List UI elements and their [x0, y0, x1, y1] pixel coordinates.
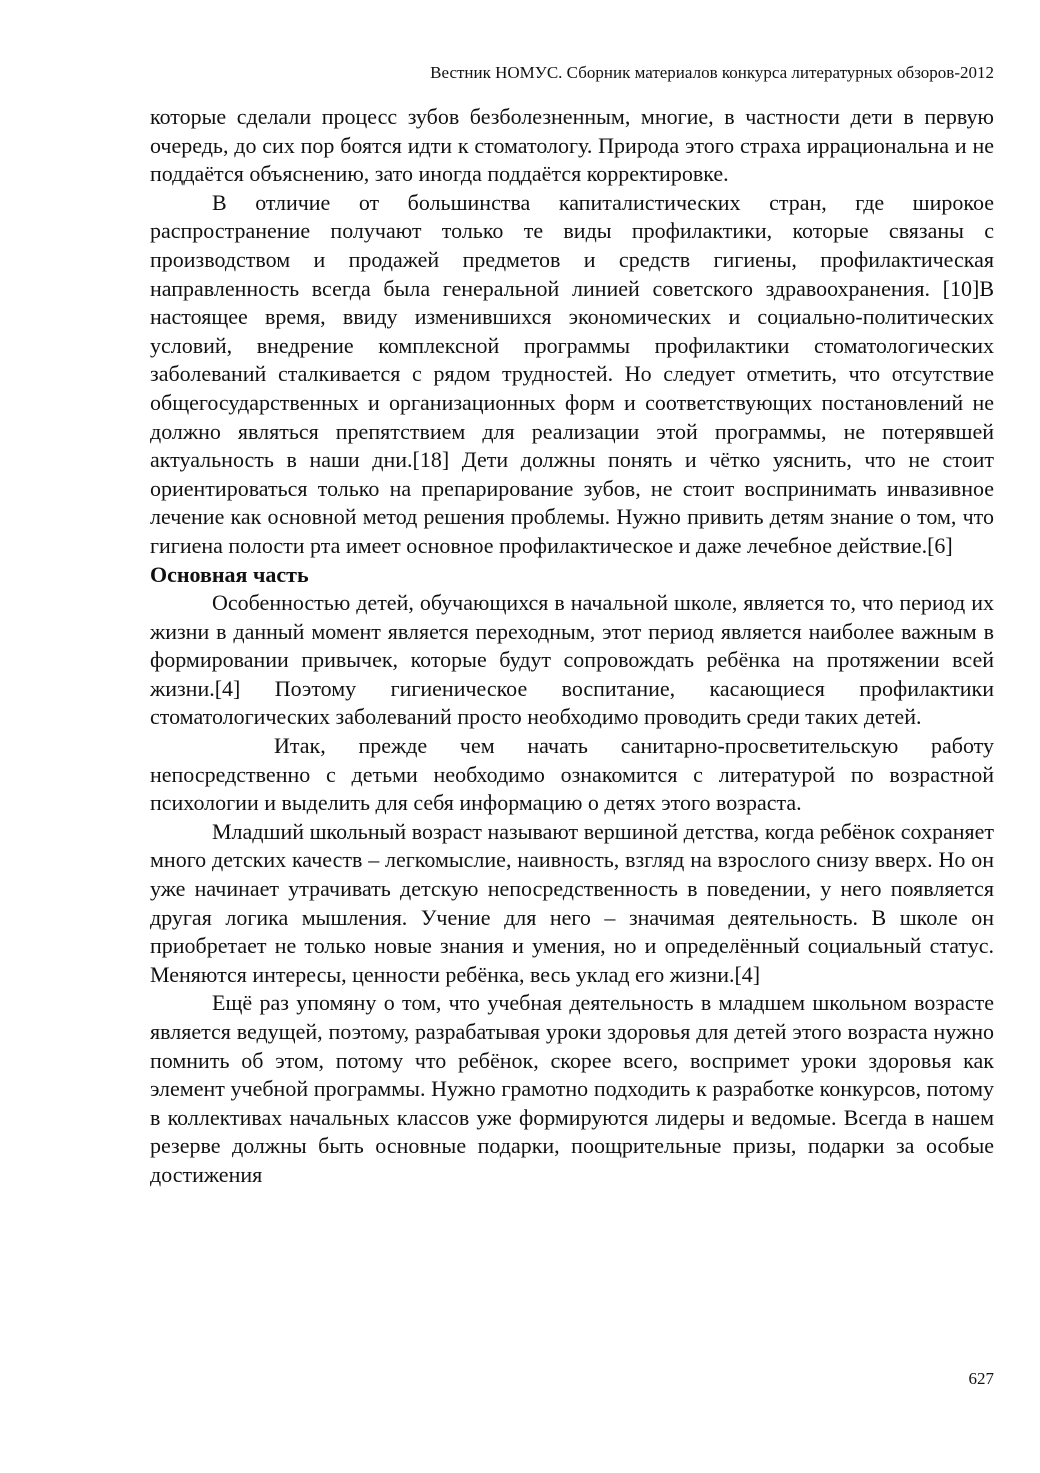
paragraph-primary-school: Особенностью детей, обучающихся в начальной школе, является то, что период их жизни в данный момент является переходным, этот период является наиболее важным в формировании привычек, которые будут сопровождать ребёнка на протяжении всей жизни.[4] Поэтому гигиеническое воспитание, касающиеся профилактики стоматологических заболеваний просто необходимо проводить среди таких детей. [150, 590, 994, 730]
section-heading: Основная часть [150, 561, 309, 587]
paragraph-junior-school-age: Младший школьный возраст называют вершиной детства, когда ребёнок сохраняет много детских качеств – легкомыслие, наивность, взгляд на взрослого снизу вверх. Но он уже начинает утрачивать детскую непосредственность в поведении, у него появляется другая логика мышления. Учение для него – значимая деятельность. В школе он приобретает не только новые знания и умения, но и определённый социальный статус. Меняются интересы, ценности ребёнка, весь уклад его жизни.[4] [150, 818, 994, 987]
page-number: 627 [968, 1369, 994, 1388]
paragraph-psychology: Итак, прежде чем начать санитарно-просветительскую работу непосредственно с детьми необходимо ознакомится с литературой по возрастной психологии и выделить для себя информацию о детях этого возраста. [150, 733, 994, 816]
document-body [150, 103, 994, 1190]
paragraph-continuation: которые сделали процесс зубов безболезненным, многие, в частности дети в первую очередь, до сих пор боятся идти к стоматологу. Природа этого страха иррациональна и не поддаётся объяснению, зато иногда поддаётся корректировке. [150, 104, 994, 187]
paragraph-prevention-policy: В отличие от большинства капиталистических стран, где широкое распространение получают только те виды профилактики, которые связаны с производством и продажей предметов и средств гигиены, профилактическая направленность всегда была генеральной линией советского здравоохранения. [10]В настоящее время, ввиду изменившихся экономических и социально-политических условий, внедрение комплексной программы профилактики стоматологических заболеваний сталкивается с рядом трудностей. Но следует отметить, что отсутствие общегосударственных и организационных форм и соответствующих постановлений не должно являться препятствием для реализации этой программы, не потерявшей актуальность в наши дни.[18] Дети должны понять и чётко уяснить, что не стоит ориентироваться только на препарирование зубов, не стоит воспринимать инвазивное лечение как основной метод решения проблемы. Нужно привить детям знание о том, что гигиена полости рта имеет основное профилактическое и даже лечебное действие.[6] [150, 189, 994, 558]
paragraph-health-lessons: Ещё раз упомяну о том, что учебная деятельность в младшем школьном возрасте является ведущей, поэтому, разрабатывая уроки здоровья для детей этого возраста нужно помнить об этом, потому что ребёнок, скорее всего, воспримет уроки здоровья как элемент учебной программы. Нужно грамотно подходить к разработке конкурсов, потому в коллективах начальных классов уже формируются лидеры и ведомые. Всегда в нашем резерве должны быть основные подарки, поощрительные призы, подарки за особые достижения [150, 990, 994, 1187]
running-header: Вестник НОМУС. Сборник материалов конкурса литературных обзоров-2012 [430, 63, 994, 82]
